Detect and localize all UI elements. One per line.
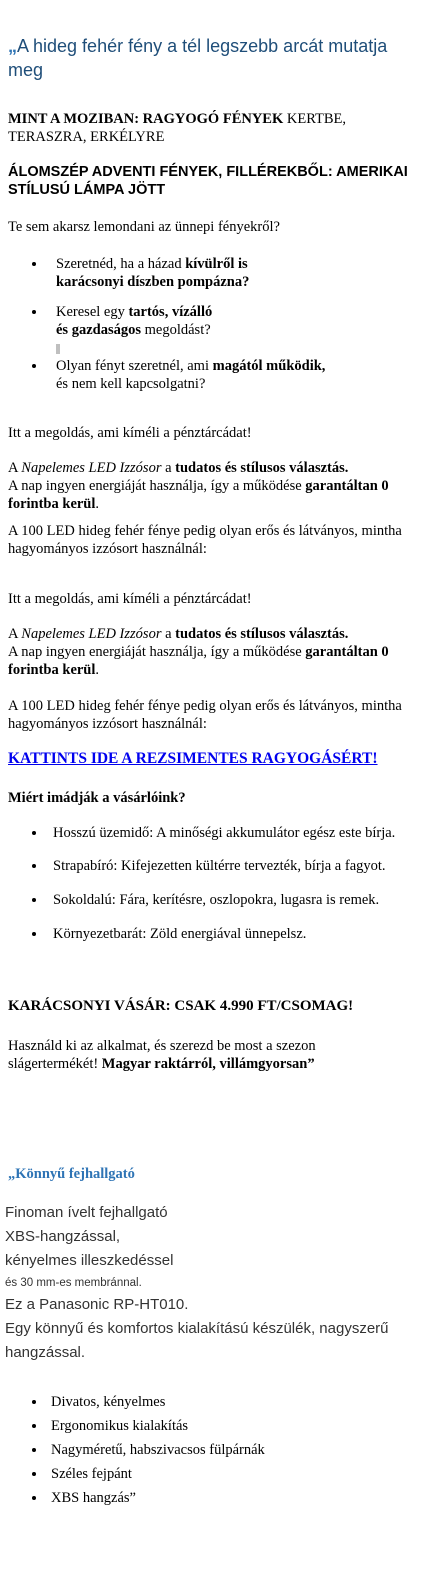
list-item: Ergonomikus kialakítás bbox=[8, 1414, 408, 1438]
opening-quote: „ bbox=[8, 36, 17, 56]
list-item: Keresel egy tartós, vízálló és gazdaságos megoldást? bbox=[8, 303, 388, 357]
headline: ÁLOMSZÉP ADVENTI FÉNYEK, FILLÉREKBŐL: AMERIKAI STÍLUSÚ LÁMPA JÖTT bbox=[8, 164, 408, 198]
led-paragraph: A 100 LED hideg fehér fénye pedig olyan erős és látványos, mintha hagyományos izzósort használnál: bbox=[8, 523, 402, 557]
product-paragraph: A Napelemes LED Izzósor a tudatos és stílusos választás. A nap ingyen energiáját használja, így a működése garantáltan 0 forintba kerül. bbox=[8, 626, 389, 678]
intro-text: Te sem akarsz lemondani az ünnepi fényekről? bbox=[8, 219, 280, 235]
list-item: Strapabíró: Kifejezetten kültérre tervezték, bírja a fagyot. bbox=[8, 854, 423, 878]
solution-text: Itt a megoldás, ami kíméli a pénztárcádat! bbox=[8, 425, 252, 441]
cta-link[interactable]: KATTINTS IDE A REZSIMENTES RAGYOGÁSÉRT! bbox=[8, 750, 378, 767]
list-item: XBS hangzás” bbox=[8, 1486, 408, 1510]
subheading-bold: MINT A MOZIBAN: RAGYOGÓ FÉNYEK bbox=[8, 111, 284, 127]
sale-text: KARÁCSONYI VÁSÁR: CSAK 4.990 FT/CSOMAG! bbox=[8, 998, 354, 1014]
subheading bbox=[8, 110, 408, 146]
list-item: Széles fejpánt bbox=[8, 1462, 408, 1486]
list-item: Sokoldalú: Fára, kerítésre, oszlopokra, lugasra is remek. bbox=[8, 888, 423, 912]
questions-list bbox=[8, 255, 388, 405]
list-item: Szeretnéd, ha a házad kívülről is karácsonyi díszben pompázna? bbox=[8, 255, 388, 291]
subheading-normal: KERTBE, TERASZRA, ERKÉLYRE bbox=[8, 111, 347, 145]
solution-text: Itt a megoldás, ami kíméli a pénztárcádat! bbox=[8, 591, 252, 607]
headphone-features bbox=[8, 1390, 408, 1510]
article-heading bbox=[8, 34, 388, 82]
features-list bbox=[8, 821, 423, 946]
text-cursor bbox=[56, 344, 60, 354]
closing-paragraph: Használd ki az alkalmat, és szerezd be most a szezon slágertermékét! Magyar raktárról, villámgyorsan” bbox=[8, 1038, 316, 1072]
led-paragraph: A 100 LED hideg fehér fénye pedig olyan erős és látványos, mintha hagyományos izzósort használnál: bbox=[8, 698, 402, 732]
product-paragraph: A Napelemes LED Izzósor a tudatos és stílusos választás. A nap ingyen energiáját használja, így a működése garantáltan 0 forintba kerül. bbox=[8, 460, 389, 512]
heading-text: A hideg fehér fény a tél legszebb arcát mutatja meg bbox=[8, 36, 388, 80]
product-title: „Könnyű fejhallgató bbox=[8, 1166, 135, 1182]
why-title: Miért imádják a vásárlóink? bbox=[8, 790, 186, 806]
headphone-description: Finoman ívelt fejhallgató XBS-hangzással, kényelmes illeszkedéssel és 30 mm-es membránnal. Ez a Panasonic RP-HT010. Egy könnyű és komfortos kialakítású készülék, nagyszerű hangzással. bbox=[5, 1204, 389, 1361]
list-item: Környezetbarát: Zöld energiával ünnepelsz. bbox=[8, 922, 423, 946]
list-item: Olyan fényt szeretnél, ami magától működik, és nem kell kapcsolgatni? bbox=[8, 357, 388, 393]
list-item: Divatos, kényelmes bbox=[8, 1390, 408, 1414]
list-item: Nagyméretű, habszivacsos fülpárnák bbox=[8, 1438, 408, 1462]
list-item: Hosszú üzemidő: A minőségi akkumulátor egész este bírja. bbox=[8, 821, 423, 845]
